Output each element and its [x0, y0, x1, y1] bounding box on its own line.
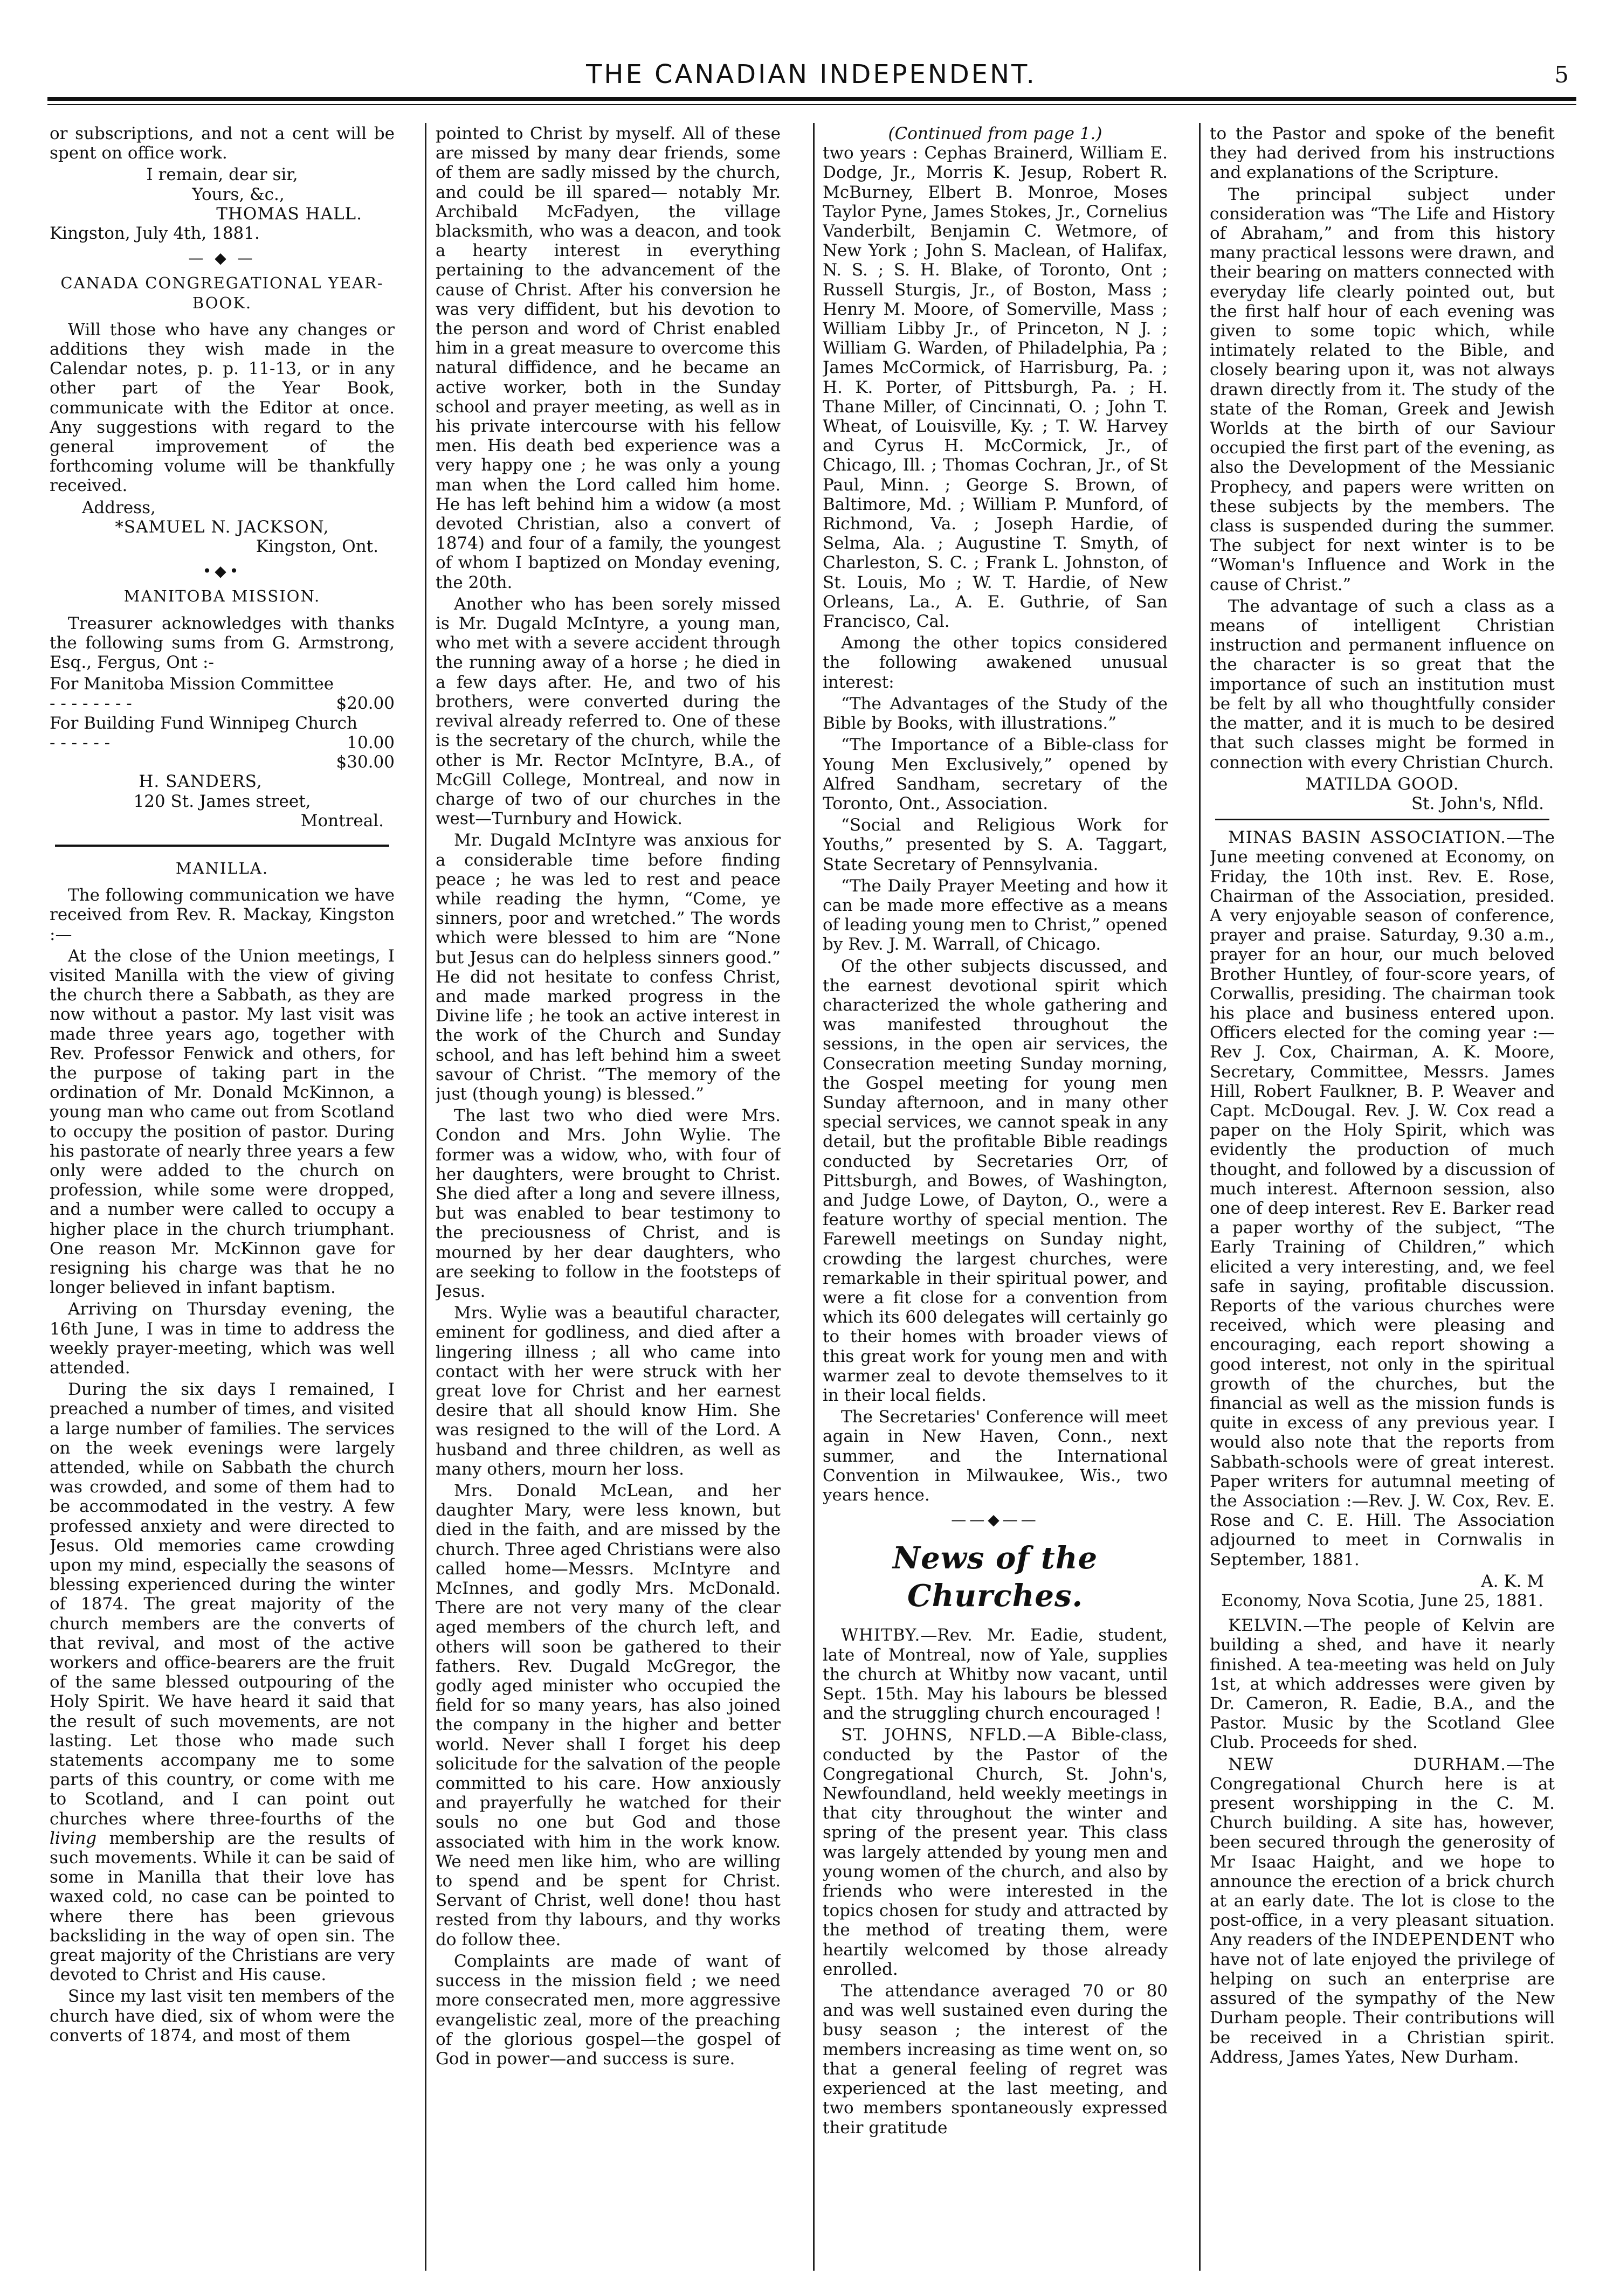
- topic-3: “Social and Religious Work for Youths,” presented by S. A. Taggart, State Secretary of Pennsylvania.: [823, 815, 1168, 874]
- column-3: [823, 124, 1168, 2274]
- manilla-continued-1: pointed to Christ by myself. All of these are missed by many dear friends, some of them are sadly missed by the church, and could be ill spared— notably Mr. Archibald McFadyen, the village blacksmith, who was a deacon, and took a hearty interest in everything pertaining to the advancement of the cause of Christ. After his conversion he was very diffident, but his devotion to the person and word of Christ enabled him in a great measure to overcome this natural diffidence, and he became an active worker, both in the Sunday school and prayer meeting, as well as in his private intercourse with his fellow men. His death bed experience was a very happy one ; he was only a young man when the Lord called him home. He has left behind him a widow (a most devoted Christian, also a convert of 1874) and four of a family, the youngest of whom I baptized on Monday evening, the 20th.: [436, 124, 781, 592]
- manilla-heading: MANILLA.: [175, 859, 269, 877]
- column-4: [1210, 124, 1555, 2274]
- manilla-continued-4: The last two who died were Mrs. Condon and Mrs. John Wylie. The former was a widow, who, with four of her daughters, were brought to Christ. She died after a long and severe illness, but was enabled to bear testimony to the preciousness of Christ, and is mourned by her dear daughters, who are seeking to follow in the footsteps of Jesus.: [436, 1106, 781, 1301]
- manitoba-amount-2: 10.00: [347, 732, 395, 752]
- manilla-paragraph-3: During the six days I remained, I preached a number of times, and visited a large number of families. The services on the week evenings were largely attended, while on Sabbath the church was crowded, and some of them had to be accommodated in the vestry. A few professed anxiety and were directed to Jesus. Old memories came crowding upon my mind, especially the seasons of blessing experienced during the winter of 1874. The great majority of the church members are the converts of that revival, and most of the active workers and office-bearers are the fruit of the same blessed outpouring of the Holy Spirit. We have heard it said that the result of such movements, are not lasting. Let those who made such statements accompany me to some parts of this country, or come with me to Scotland, and I can point out churches where three-fourths of the living membership are the results of such movements. While it can be said of some in Manilla that their love has waxed cold, no case can be pointed to where there has been grievous backsliding in the way of open sin. The great majority of the Christians are very devoted to Christ and His cause.: [50, 1380, 395, 1985]
- manitoba-line-1: For Manitoba Mission Committee: [50, 674, 334, 694]
- letter-salutation: I remain, dear sir,: [146, 165, 298, 185]
- manilla-paragraph-4: Since my last visit ten members of the church have died, six of whom were the converts of 1874, and most of them: [50, 1987, 395, 2045]
- yearbook-notice: Will those who have any changes or additions they wish made in the Calendar notes, p. p. 11-13, or in any other part of the Year Book, communicate with the Editor at once. Any suggestions with regard to the general improvement of the forthcoming volume will be thankfully received.: [50, 320, 395, 496]
- manitoba-total: $30.00: [336, 752, 395, 772]
- manilla-continued-6: Mrs. Donald McLean, and her daughter Mary, were less known, but died in the faith, and are missed by the church. Three aged Christians were also called home—Messrs. McIntyre and McInnes, and godly Mrs. McDonald. There are not very many of the clear aged members of the church left, and others will soon be gathered to their fathers. Rev. Dugald McGregor, the godly aged minister who occupied the field for so many years, has also joined the company in the higher and better world. Never shall I forget his deep solicitude for the salvation of the people committed to his care. How anxiously and prayerfully he watched for their souls no one but God and those associated with him in the work know. We need men like him, who are willing to spend and be spent for Christ. Servant of Christ, well done! thou hast rested from thy labours, and thy works do follow thee.: [436, 1481, 781, 1949]
- section-separator: ——◆——: [951, 1511, 1039, 1529]
- minas-basin-item: MINAS BASIN ASSOCIATION.—The June meeting convened at Economy, on Friday, the 10th inst. Rev. E. Rose, Chairman of the Association, presided. A very enjoyable season of conference, prayer and praise. Saturday, 9.30 a.m., prayer for an hour, our much beloved Brother Huntley, of four-score years, of Corwallis, presiding. The chairman took his place and business entered upon. Officers elected for the coming year :—Rev J. Cox, Chairman, A. K. Moore, Secretary, Committee, Messrs. James Hill, Robert Faulkner, B. P. Weaver and Capt. McDougal. Rev. J. W. Cox read a paper on the Holy Spirit, which was evidently the production of much thought, and followed by a discussion of much interest. Afternoon session, also one of deep interest. Rev E. Barker read a paper worthy of the subject, “The Early Training of Children,” which elicited a very interesting, and, we feel safe in saying, profitable discussion. Reports of the various churches were received, which were pleasing and encouraging, each report showing a good interest, not only in the spiritual growth of the churches, but the financial as well as the mission funds is quite in excess of any previous year. I would also note that the reports from Sabbath-schools were of great interest. Paper writers for autumnal meeting of the Association :—Rev. J. W. Cox, Rev. E. Rose and C. E. Hill. The Association adjourned to meet in Cornwalis in September, 1881.: [1210, 828, 1555, 1569]
- whitby-item: WHITBY.—Rev. Mr. Eadie, student, late of Montreal, now of Yale, supplies the church at Whitby now vacant, until Sept. 15th. May his labours be blessed and the struggling church encouraged !: [823, 1626, 1168, 1724]
- section-separator: •◆•: [202, 562, 242, 580]
- topic-2: “The Importance of a Bible-class for Young Men Exclusively,” opened by Alfred Sandham, secretary of the Toronto, Ont., Association.: [823, 735, 1168, 813]
- manitoba-heading: MANITOBA MISSION.: [123, 587, 321, 606]
- column-2: [436, 124, 781, 2274]
- column-divider-3: [1199, 123, 1201, 2271]
- topic-4: “The Daily Prayer Meeting and how it can be made more effective as a means of leading young men to Christ,” opened by Rev. J. M. Warrall, of Chicago.: [823, 876, 1168, 955]
- manitoba-amount-row-1: - - - - - - - - $20.00: [50, 694, 395, 714]
- manilla-intro: The following communication we have received from Rev. R. Mackay, Kingston :—: [50, 886, 395, 944]
- bible-class-subject: The principal subject under consideration was “The Life and History of Abraham,” and from this history many practical lessons were drawn, and their bearing on matters connected with everyday life clearly pointed out, but the first half hour of each evening was given to some topic which, while intimately related to the Bible, and closely bearing upon it, was not always drawn directly from it. The study of the state of the Roman, Greek and Jewish Worlds at the birth of our Saviour occupied the first part of the evening, as also the Development of the Messianic Prophecy, and papers were written on these subjects by the members. The class is suspended during the summer. The subject for next winter is to be “Woman's Influence and Work in the cause of Christ.”: [1210, 184, 1555, 594]
- topic-1: “The Advantages of the Study of the Bible by Books, with illustrations.”: [823, 694, 1168, 734]
- manitoba-street: 120 St. James street,: [133, 791, 311, 811]
- section-rule: [55, 845, 389, 847]
- st-johns-item: ST. JOHNS, NFLD.—A Bible-class, conducted by the Pastor of the Congregational Church, St. John's, Newfoundland, held weekly meetings in that city throughout the winter and spring of the present year. This class was largely attended by young men and young women of the church, and also by friends who were interested in the topics chosen for study and attracted by the method of treating them, were heartily welcomed by those already enrolled.: [823, 1725, 1168, 1979]
- column-divider-1: [425, 123, 426, 2271]
- page-number: 5: [1554, 61, 1569, 88]
- topics-intro: Among the other topics considered the following awakened unusual interest:: [823, 633, 1168, 692]
- italic-word: living: [50, 1828, 97, 1848]
- conference-notice: The Secretaries' Conference will meet again in New Haven, Conn., next summer, and the International Convention in Milwaukee, Wis., two years hence.: [823, 1407, 1168, 1505]
- yearbook-contact-place: Kingston, Ont.: [256, 537, 378, 557]
- section-separator: — ◆ —: [188, 249, 256, 267]
- letter-closing-text: or subscriptions, and not a cent will be spent on office work.: [50, 124, 395, 163]
- news-of-churches-heading: News of the Churches.: [892, 1540, 1098, 1614]
- st-johns-continued: to the Pastor and spoke of the benefit they had derived from his instructions and explanations of the Scripture.: [1210, 124, 1555, 183]
- manitoba-amount-1: $20.00: [336, 694, 395, 714]
- manitoba-line-2: For Building Fund Winnipeg Church: [50, 713, 358, 733]
- manilla-continued-5: Mrs. Wylie was a beautiful character, eminent for godliness, and died after a lingering illness ; all who came into contact with her were struck with her great love for Christ and her earnest desire that all should know Him. She was resigned to the will of the Lord. A husband and three children, as well as many others, mourn her loss.: [436, 1303, 781, 1479]
- yearbook-address-label: Address,: [82, 497, 156, 517]
- newspaper-title: THE CANADIAN INDEPENDENT.: [586, 59, 1037, 89]
- manilla-paragraph-2: Arriving on Thursday evening, the 16th June, I was in time to address the weekly prayer-meeting, which was well attended.: [50, 1299, 395, 1378]
- manilla-continued-3: Mr. Dugald McIntyre was anxious for a considerable time before finding peace ; he was led to rest and peace while reading the hymn, “Come, ye sinners, poor and wretched.” The words which were blessed to him are “None but Jesus can do helpless sinners good.” He did not hesitate to confess Christ, and made marked progress in the Divine life ; he took an active interest in the work of the Church and Sunday school, and has left behind him a sweet savour of Christ. “The memory of the just (though young) is blessed.”: [436, 831, 781, 1104]
- minas-basin-signature: A. K. M: [1481, 1571, 1544, 1591]
- header-rule-thick: [47, 97, 1576, 101]
- letter-yours: Yours, &c.,: [192, 184, 285, 204]
- continued-note: (Continued from page 1.): [888, 124, 1102, 143]
- column-divider-2: [813, 123, 815, 2271]
- header-rule-thin: [47, 104, 1576, 105]
- st-johns-signature: MATILDA GOOD.: [1305, 774, 1459, 794]
- st-johns-place: St. John's, Nfld.: [1411, 793, 1544, 813]
- yearbook-contact-name: *SAMUEL N. JACKSON,: [115, 517, 329, 537]
- letter-date: Kingston, July 4th, 1881.: [50, 224, 260, 244]
- manilla-continued-2: Another who has been sorely missed is Mr. Dugald McIntyre, a young man, who met with a severe accident through the running away of a horse ; he died in a few days after. He, and two of his brothers, were converted during the revival already referred to. One of these is the secretary of the church, while the other is Mr. Rector McIntyre, B.A., of McGill College, Montreal, and now in charge of two of our churches in the west—Turnbury and Howick.: [436, 594, 781, 829]
- masthead: [49, 59, 1574, 92]
- new-durham-item: NEW DURHAM.—The Congregational Church here is at present worshipping in the C. M. Church building. A site has, however, been secured through the generosity of Mr Isaac Haight, and we hope to announce the erection of a brick church at an early date. The lot is close to the post-office, in a very pleasant situation. Any readers of the INDEPENDENT who have not of late enjoyed the privilege of helping on such an enterprise are assured of the sympathy of the New Durham people. Their contributions will be received in a Christian spirit. Address, James Yates, New Durham.: [1210, 1754, 1555, 2067]
- letter-signature: THOMAS HALL.: [216, 204, 362, 224]
- manitoba-amount-row-2: - - - - - - 10.00: [50, 732, 395, 752]
- st-johns-attendance: The attendance averaged 70 or 80 and was well sustained even during the busy season ; the interest of the members increasing as time went on, so that a general feeling of regret was experienced at the last meeting, and two members spontaneously expressed their gratitude: [823, 1981, 1168, 2138]
- yearbook-heading: CANADA CONGREGATIONAL YEAR-BOOK.: [60, 274, 384, 312]
- column-1: [50, 124, 395, 2274]
- manitoba-city: Montreal.: [300, 811, 384, 831]
- convention-summary: Of the other subjects discussed, and the earnest devotional spirit which characterized the whole gathering and was manifested throughout the sessions, in the open air services, the Consecration meeting Sunday morning, the Gospel meeting for young men Sunday afternoon, and in many other special services, we cannot speak in any detail, but the profitable Bible readings conducted by Secretaries Orr, of Pittsburgh, and Bowes, of Washington, and Judge Lowe, of Dayton, O., were a feature worthy of special mention. The Farewell meetings on Sunday night, crowding the largest churches, were remarkable in their spiritual power, and were a fit close for a convention from which its 600 delegates will certainly go to their homes with broader views of this great work for young men and with warmer zeal to devote themselves to it in their local fields.: [823, 956, 1168, 1405]
- bible-class-advantage: The advantage of such a class as a means of intelligent Christian instruction and permanent influence on the character is so great that the importance of such an institution must be felt by all who thoughtfully consider the matter, and it is much to be desired that such classes might be formed in connection with every Christian Church.: [1210, 596, 1555, 772]
- manilla-continued-7: Complaints are made of want of success in the mission field ; we need more consecrated men, more aggressive evangelistic zeal, more of the preaching of the glorious gospel—the gospel of God in power—and success is sure.: [436, 1951, 781, 2069]
- minas-basin-date: Economy, Nova Scotia, June 25, 1881.: [1221, 1591, 1543, 1611]
- manilla-paragraph-1: At the close of the Union meetings, I visited Manilla with the view of giving the church there a Sabbath, as they are now without a pastor. My last visit was made three years ago, together with Rev. Professor Fenwick and others, for the purpose of taking part in the ordination of Mr. Donald McKinnon, a young man who came out from Scotland to occupy the position of pastor. During his pastorate of nearly three years a few only were added to the church on profession, while some were dropped, and a number were called to occupy a higher place in the church triumphant. One reason Mr. McKinnon gave for resigning his charge was that he no longer believed in infant baptism.: [50, 946, 395, 1298]
- section-rule: [1215, 819, 1549, 820]
- committee-list: two years : Cephas Brainerd, William E. Dodge, Jr., Morris K. Jesup, Robert R. McBurney, Elbert B. Monroe, Moses Taylor Pyne, James Stokes, Jr., Cornelius Vanderbilt, Benjamin C. Wetmore, of New York ; John S. Maclean, of Halifax, N. S. ; S. H. Blake, of Toronto, Ont ; Russell Sturgis, Jr., of Boston, Mass ; Henry M. Moore, of Somerville, Mass ; William Libby Jr., of Princeton, N J. ; William G. Warden, of Philadelphia, Pa ; James McCormick, of Harrisburg, Pa. ; H. K. Porter, of Pittsburgh, Pa. ; H. Thane Miller, of Cincinnati, O. ; John T. Wheat, of Louisville, Ky. ; T. W. Harvey and Cyrus H. McCormick, Jr., of Chicago, Ill. ; Thomas Cochran, Jr., of St Paul, Minn. ; George S. Brown, of Baltimore, Md. ; William P. Munford, of Richmond, Va. ; Joseph Hardie, of Selma, Ala. ; Augustine T. Smyth, of Charleston, S. C. ; Frank L. Johnston, of St. Louis, Mo ; W. T. Hardie, of New Orleans, La., A. E. Guthrie, of San Francisco, Cal.: [823, 143, 1168, 632]
- kelvin-item: KELVIN.—The people of Kelvin are building a shed, and have it nearly finished. A tea-meeting was held on July 1st, at which addresses were given by Dr. Cameron, R. Eadie, B.A., and the Pastor. Music by the Scotland Glee Club. Proceeds for shed.: [1210, 1616, 1555, 1753]
- manitoba-notice: Treasurer acknowledges with thanks the following sums from G. Armstrong, Esq., Fergus, Ont :-: [50, 613, 395, 673]
- manitoba-signature: H. SANDERS,: [139, 772, 263, 792]
